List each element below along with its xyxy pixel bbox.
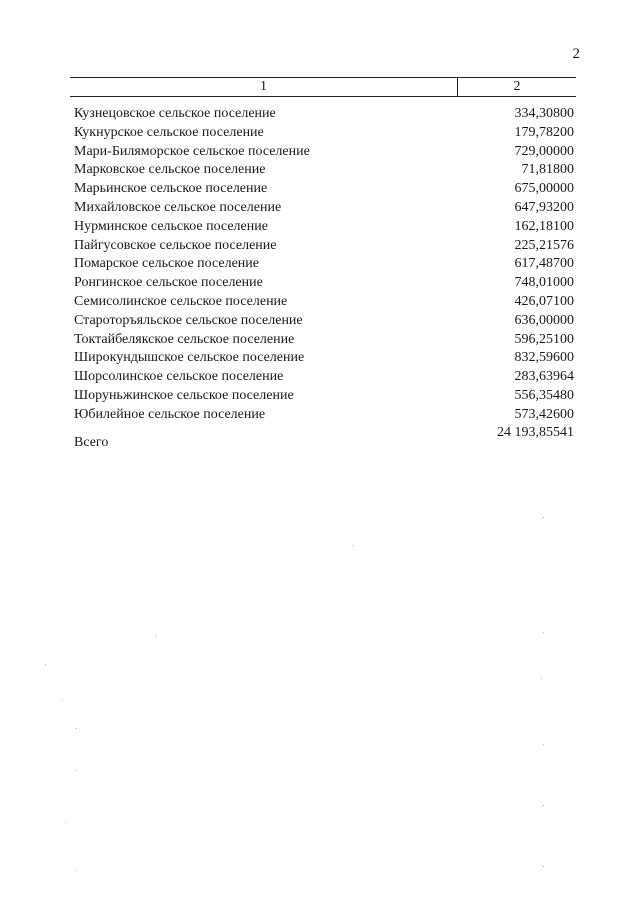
settlement-value: 283,63964 — [514, 369, 574, 385]
scan-speck — [65, 822, 66, 823]
table-header-col-2: 2 — [513, 79, 521, 94]
settlement-value: 426,07100 — [514, 293, 574, 309]
settlement-name: Пайгусовское сельское поселение — [74, 237, 277, 253]
settlement-name: Марковское сельское поселение — [74, 162, 266, 178]
page-number: 2 — [572, 46, 580, 62]
settlement-name: Токтайбелякское сельское поселение — [74, 331, 295, 347]
scan-speck — [45, 664, 46, 665]
settlement-name: Мари-Биляморское сельское поселение — [74, 143, 310, 159]
table-row — [74, 124, 574, 143]
table-body — [74, 105, 574, 425]
scan-speck — [76, 728, 77, 729]
settlement-value: 748,01000 — [514, 275, 574, 291]
settlement-name: Шоруньжинское сельское поселение — [74, 387, 294, 403]
scan-speck — [352, 545, 353, 546]
settlement-name: Марьинское сельское поселение — [74, 181, 268, 197]
settlement-name: Староторъяльское сельское поселение — [74, 312, 303, 328]
settlement-value: 225,21576 — [514, 237, 574, 253]
settlement-value: 179,78200 — [514, 124, 574, 140]
table-row — [74, 237, 574, 256]
scan-speck — [155, 636, 156, 637]
table-row — [74, 105, 574, 124]
table-row — [74, 368, 574, 387]
scan-speck — [543, 517, 544, 518]
total-row — [74, 425, 574, 455]
settlement-name: Кузнецовское сельское поселение — [74, 106, 276, 121]
settlement-name: Кукнурское сельское поселение — [74, 124, 264, 140]
table-row — [74, 293, 574, 312]
settlement-name: Михайловское сельское поселение — [74, 199, 282, 215]
table-row — [74, 331, 574, 350]
settlement-name: Широкундышское сельское поселение — [74, 350, 305, 366]
table-header-col-1: 1 — [70, 78, 458, 96]
settlement-value: 334,30800 — [514, 106, 574, 121]
settlement-value: 636,00000 — [514, 312, 574, 328]
settlement-value: 162,18100 — [514, 218, 574, 234]
table-row — [74, 161, 574, 180]
scan-speck — [76, 770, 77, 771]
table-row — [74, 255, 574, 274]
settlement-value: 556,35480 — [514, 387, 574, 403]
scan-speck — [62, 700, 63, 701]
settlement-name: Помарское сельское поселение — [74, 256, 260, 272]
settlement-name: Ронгинское сельское поселение — [74, 275, 263, 291]
table-row — [74, 406, 574, 425]
scan-speck — [543, 632, 544, 633]
table-row — [74, 218, 574, 237]
table-header — [70, 77, 576, 97]
scan-speck — [543, 805, 544, 806]
settlement-name: Шорсолинское сельское поселение — [74, 369, 284, 385]
settlement-value: 832,59600 — [514, 350, 574, 366]
settlement-value: 675,00000 — [514, 181, 574, 197]
scan-speck — [543, 744, 544, 745]
table-row — [74, 387, 574, 406]
settlement-value: 617,48700 — [514, 256, 574, 272]
table-row — [74, 143, 574, 162]
total-value: 24 193,85541 — [497, 425, 574, 440]
scan-speck — [541, 678, 542, 679]
settlement-value: 573,42600 — [514, 406, 574, 422]
scan-speck — [76, 870, 77, 871]
settlement-value: 729,00000 — [514, 143, 574, 159]
settlement-name: Юбилейное сельское поселение — [74, 406, 266, 422]
table-row — [74, 274, 574, 293]
table-row — [74, 199, 574, 218]
settlement-value: 71,81800 — [521, 162, 574, 178]
settlement-value: 647,93200 — [514, 199, 574, 215]
settlement-value: 596,25100 — [514, 331, 574, 347]
table-row — [74, 349, 574, 368]
total-label: Всего — [74, 435, 109, 450]
table-row — [74, 312, 574, 331]
table-row — [74, 180, 574, 199]
settlement-name: Семисолинское сельское поселение — [74, 293, 288, 309]
scan-speck — [543, 866, 544, 867]
settlement-name: Нурминское сельское поселение — [74, 218, 268, 234]
